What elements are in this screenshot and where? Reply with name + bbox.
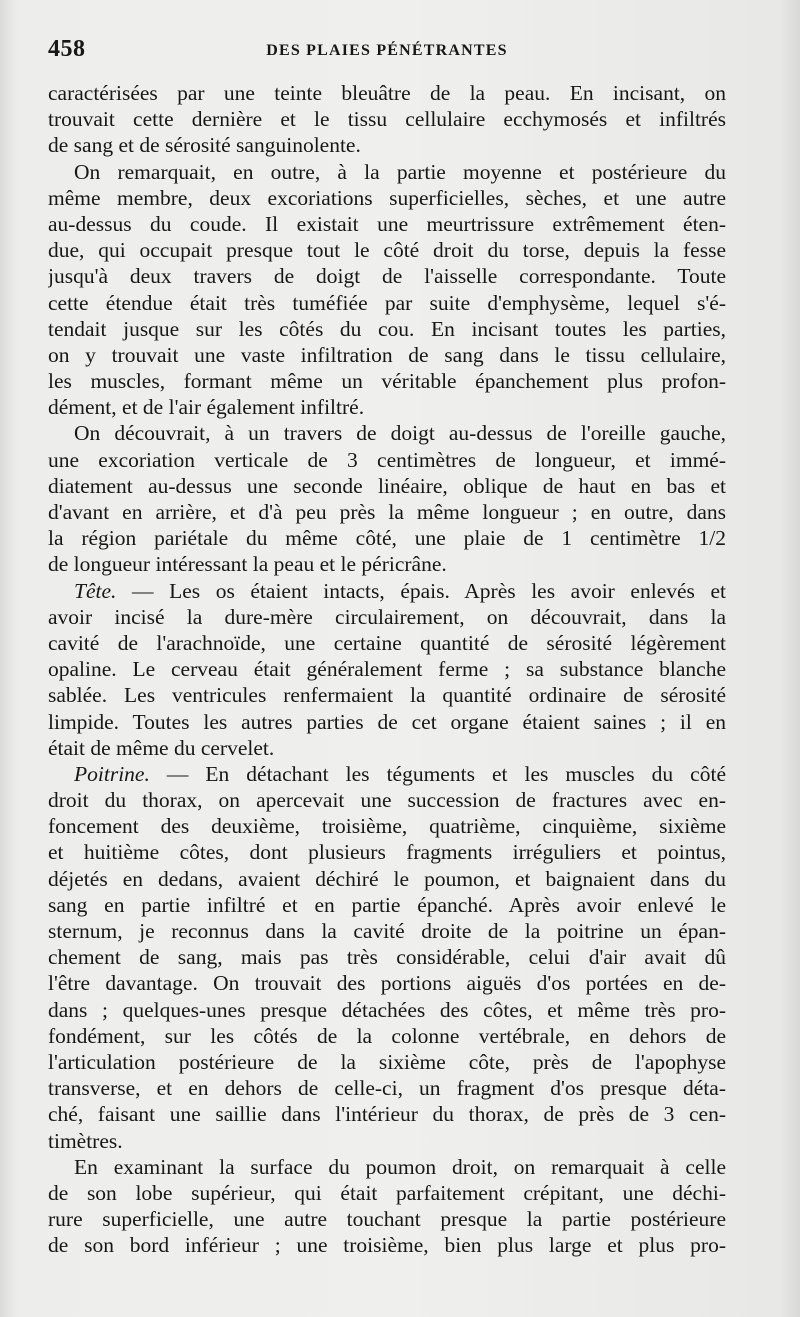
text-line: jusqu'à deux travers de doigt de l'aisselle correspondante. Toute <box>48 264 726 289</box>
section-lead: Poitrine. <box>74 761 150 786</box>
text-line: due, qui occupait presque tout le côté droit du torse, depuis la fesse <box>48 238 726 263</box>
text-line: les muscles, formant même un véritable épanchement plus profon- <box>48 369 726 394</box>
text-line: on y trouvait une vaste infiltration de sang dans le tissu cellulaire, <box>48 342 726 367</box>
text-line: sternum, je reconnus dans la cavité droite de la poitrine un épan- <box>48 919 726 943</box>
text-line: la région pariétale du même côté, une plaie de 1 centimètre 1/2 <box>48 526 726 551</box>
text-line: d'avant en arrière, et d'à peu près la même longueur ; en outre, dans <box>48 500 726 524</box>
text-line: sang en partie infiltré et en partie épanché. Après avoir enlevé le <box>48 892 726 917</box>
text-line <box>48 578 726 604</box>
text-line: rure superficielle, une autre touchant presque la partie postérieure <box>48 1207 726 1232</box>
text-line: chement de sang, mais pas très considérable, celui d'air avait dû <box>48 945 726 970</box>
text-line: de son bord inférieur ; une troisième, bien plus large et plus pro- <box>48 1233 726 1258</box>
paragraph-tete <box>48 578 726 761</box>
text-line: l'articulation postérieure de la sixième côte, près de l'apophyse <box>48 1049 726 1074</box>
text-line: dans ; quelques-unes presque détachées des côtes, et même très pro- <box>48 997 726 1022</box>
text-line: avoir incisé la dure-mère circulairement, on découvrait, dans la <box>48 604 726 629</box>
text-line: opaline. Le cerveau était généralement ferme ; sa substance blanche <box>48 657 726 682</box>
text-line: tendait jusque sur les côtés du cou. En incisant toutes les parties, <box>48 316 726 341</box>
running-title: DES PLAIES PÉNÉTRANTES <box>266 42 508 59</box>
text-line: transverse, et en dehors de celle-ci, un fragment d'os presque déta- <box>48 1076 726 1101</box>
text-line: droit du thorax, on apercevait une succession de fractures avec en- <box>48 788 726 813</box>
section-lead: Tête. <box>74 578 117 603</box>
text-line: déjetés en dedans, avaient déchiré le poumon, et baignaient dans du <box>48 866 726 891</box>
text-line: de sang et de sérosité sanguinolente. <box>48 133 361 158</box>
text-line: ché, faisant une saillie dans l'intérieur du thorax, de près de 3 cen- <box>48 1102 726 1127</box>
text-line: l'être davantage. On trouvait des portions aiguës d'os portées en de- <box>48 971 726 996</box>
text-line: trouvait cette dernière et le tissu cellulaire ecchymosés et infiltrés <box>48 107 726 132</box>
page-number: 458 <box>48 36 86 62</box>
text-line: caractérisées par une teinte bleuâtre de la peau. En incisant, on <box>48 81 726 105</box>
text-run: — En détachant les téguments et les muscles du côté <box>149 761 726 786</box>
text-line: cette étendue était très tuméfiée par suite d'emphysème, lequel s'é- <box>48 290 726 315</box>
text-line: et huitième côtes, dont plusieurs fragments irréguliers et pointus, <box>48 840 726 865</box>
text-run: — Les os étaient intacts, épais. Après les avoir enlevés et <box>116 578 726 603</box>
text-line: sablée. Les ventricules renfermaient la quantité ordinaire de sérosité <box>48 683 726 708</box>
text-line: était de même du cervelet. <box>48 735 275 760</box>
text-line: dément, et de l'air également infiltré. <box>48 395 365 420</box>
text-line: de son lobe supérieur, qui était parfaitement crépitant, une déchi- <box>48 1180 726 1205</box>
text-line: foncement des deuxième, troisième, quatrième, cinquième, sixième <box>48 814 726 839</box>
paragraph <box>48 1154 726 1259</box>
paragraph <box>48 80 726 159</box>
body-text <box>48 80 726 1258</box>
page-header <box>48 36 726 68</box>
text-line <box>48 761 726 787</box>
text-line: même membre, deux excoriations superficielles, sèches, et une autre <box>48 185 726 210</box>
text-line: On découvrait, à un travers de doigt au-dessus de l'oreille gauche, <box>74 421 726 446</box>
paragraph <box>48 159 726 421</box>
text-line: cavité de l'arachnoïde, une certaine quantité de sérosité légèrement <box>48 630 726 655</box>
text-line: diatement au-dessus une seconde linéaire, oblique de haut en bas et <box>48 473 726 498</box>
text-line: timètres. <box>48 1128 123 1153</box>
text-line: une excoriation verticale de 3 centimètres de longueur, et immé- <box>48 447 726 472</box>
paragraph-poitrine <box>48 761 726 1154</box>
text-line: On remarquait, en outre, à la partie moyenne et postérieure du <box>74 159 726 184</box>
text-line: limpide. Toutes les autres parties de cet organe étaient saines ; il en <box>48 709 726 734</box>
text-line: de longueur intéressant la peau et le péricrâne. <box>48 552 447 577</box>
text-line: fondément, sur les côtés de la colonne vertébrale, en dehors de <box>48 1023 726 1048</box>
paragraph <box>48 420 726 577</box>
text-line: En examinant la surface du poumon droit, on remarquait à celle <box>74 1154 726 1179</box>
text-line: au-dessus du coude. Il existait une meurtrissure extrêmement éten- <box>48 211 726 236</box>
